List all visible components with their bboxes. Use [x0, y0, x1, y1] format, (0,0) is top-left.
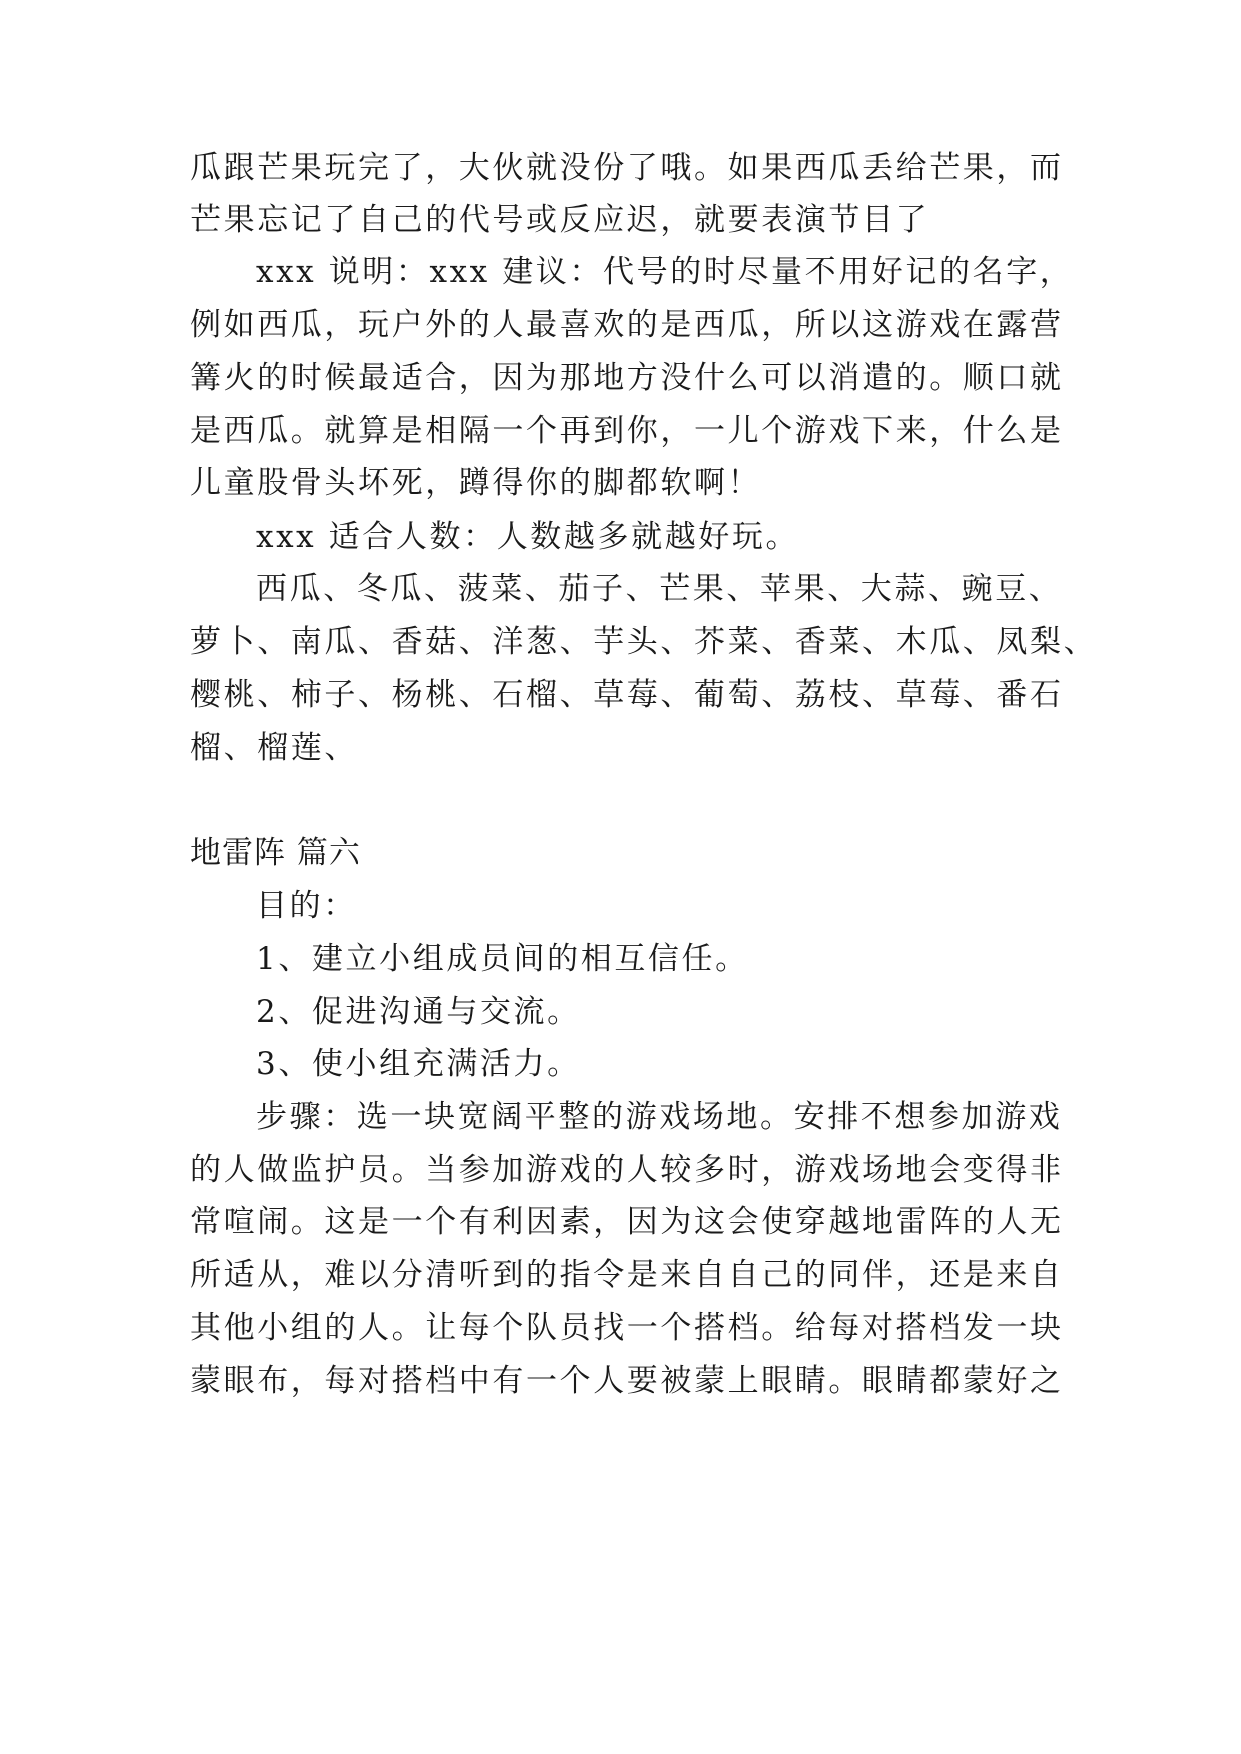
text-line: 樱桃、柿子、杨桃、石榴、草莓、葡萄、荔枝、草莓、番石 — [190, 677, 1064, 713]
text-line: 萝卜、南瓜、香菇、洋葱、芋头、芥菜、香菜、木瓜、凤梨、 — [190, 624, 1098, 660]
text-line: 步骤：选一块宽阔平整的游戏场地。安排不想参加游戏 — [256, 1099, 1063, 1135]
text-line: 所适从，难以分清听到的指令是来自自己的同伴，还是来自 — [190, 1257, 1064, 1293]
text-line: 蒙眼布，每对搭档中有一个人要被蒙上眼睛。眼睛都蒙好之 — [190, 1363, 1064, 1399]
text-line: 的人做监护员。当参加游戏的人较多时，游戏场地会变得非 — [190, 1152, 1064, 1188]
text-line: 例如西瓜，玩户外的人最喜欢的是西瓜，所以这游戏在露营 — [190, 307, 1064, 343]
text-line: 常喧闹。这是一个有利因素，因为这会使穿越地雷阵的人无 — [190, 1204, 1064, 1240]
text-line: xxx 说明：xxx 建议：代号的时尽量不用好记的名字， — [256, 254, 1074, 290]
text-line: 3、使小组充满活力。 — [256, 1046, 581, 1082]
text-line: 榴、榴莲、 — [190, 730, 358, 766]
text-line: 是西瓜。就算是相隔一个再到你，一儿个游戏下来，什么是 — [190, 413, 1064, 449]
text-line: 瓜跟芒果玩完了，大伙就没份了哦。如果西瓜丢给芒果，而 — [190, 150, 1064, 186]
text-line: 2、促进沟通与交流。 — [256, 994, 581, 1030]
section-heading: 地雷阵 篇六 — [190, 835, 361, 871]
text-line: 芒果忘记了自己的代号或反应迟，就要表演节目了 — [190, 202, 930, 238]
text-line: 西瓜、冬瓜、菠菜、茄子、芒果、苹果、大蒜、豌豆、 — [256, 571, 1063, 607]
text-line: 儿童股骨头坏死，蹲得你的脚都软啊！ — [190, 465, 762, 501]
text-line: 篝火的时候最适合，因为那地方没什么可以消遣的。顺口就 — [190, 360, 1064, 396]
text-line: 其他小组的人。让每个队员找一个搭档。给每对搭档发一块 — [190, 1310, 1064, 1346]
text-line: 目的： — [256, 888, 357, 924]
text-line: xxx 适合人数：人数越多就越好玩。 — [256, 519, 800, 555]
text-line: 1、建立小组成员间的相互信任。 — [256, 941, 749, 977]
